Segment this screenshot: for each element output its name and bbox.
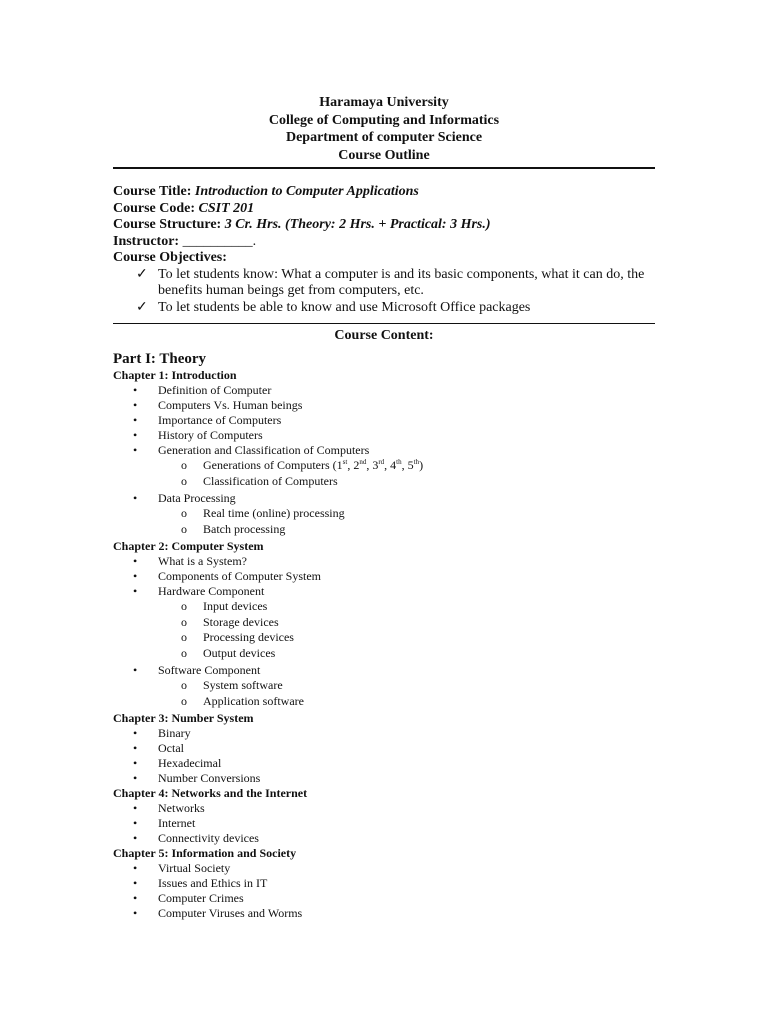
bullet-icon: • — [133, 756, 138, 770]
course-structure-value: 3 Cr. Hrs. (Theory: 2 Hrs. + Practical: 3 Hrs.) — [224, 217, 491, 232]
list-item-text: Virtual Society — [158, 861, 231, 875]
course-title-row — [113, 184, 655, 201]
bullet-icon: • — [133, 801, 138, 815]
list-item — [113, 771, 655, 786]
course-outline-page — [113, 94, 655, 921]
list-item-text: Computer Viruses and Worms — [158, 906, 303, 920]
sub-list-item-text: Storage devices — [203, 614, 279, 629]
list-item — [113, 554, 655, 569]
circle-bullet-icon: o — [181, 678, 187, 692]
circle-bullet-icon: o — [181, 630, 187, 644]
bullet-icon: • — [133, 428, 138, 442]
bullet-icon: • — [133, 413, 138, 427]
instructor-row — [113, 234, 655, 251]
list-item — [113, 428, 655, 443]
objective-text: To let students be able to know and use Microsoft Office packages — [158, 299, 531, 315]
sub-list-item-text: System software — [203, 678, 283, 692]
circle-bullet-icon: o — [181, 614, 187, 629]
course-code-value: CSIT 201 — [198, 200, 255, 216]
list-item-text: Internet — [158, 816, 196, 830]
list-item-text: Hexadecimal — [158, 756, 222, 770]
list-item — [113, 413, 655, 428]
chapter-title: Chapter 1: Introduction — [113, 368, 237, 382]
bullet-icon: • — [133, 383, 138, 397]
list-item — [113, 801, 655, 816]
sub-topic-list — [158, 458, 655, 489]
list-item — [113, 816, 655, 831]
part-title: Part I: Theory — [113, 351, 207, 367]
list-item-text: Generation and Classification of Computers — [158, 443, 370, 457]
list-item — [113, 383, 655, 398]
document-title: Course Outline — [338, 147, 430, 163]
list-item-text: Connectivity devices — [158, 831, 259, 845]
circle-bullet-icon: o — [181, 506, 187, 520]
list-item — [113, 891, 655, 906]
chapter-title: Chapter 5: Information and Society — [113, 846, 297, 860]
list-item — [113, 741, 655, 756]
checkmark-icon: ✓ — [136, 299, 148, 315]
chapter-topic-list — [113, 726, 655, 786]
chapter-topic-list — [113, 554, 655, 709]
bullet-icon: • — [133, 741, 138, 755]
bullet-icon: • — [133, 861, 138, 875]
list-item-text: Binary — [158, 726, 191, 740]
bullet-icon: • — [133, 584, 138, 598]
circle-bullet-icon: o — [181, 645, 187, 660]
list-item — [113, 491, 655, 537]
sub-list-item-text: Classification of Computers — [203, 473, 338, 488]
course-structure-label: Course Structure: — [113, 217, 222, 232]
list-item-text: Networks — [158, 801, 205, 815]
sub-list-item — [158, 694, 655, 710]
sub-list-item-text: Input devices — [203, 599, 268, 613]
bullet-icon: • — [133, 663, 138, 677]
circle-bullet-icon: o — [181, 458, 187, 472]
bullet-icon: • — [133, 726, 138, 740]
list-item-text: Number Conversions — [158, 771, 261, 785]
sub-list-item — [158, 506, 655, 522]
university-name: Haramaya University — [319, 95, 449, 110]
bullet-icon: • — [133, 491, 138, 505]
objectives-label: Course Objectives: — [113, 250, 227, 265]
sub-topic-list — [158, 678, 655, 709]
sub-list-item-text: Application software — [203, 693, 304, 708]
list-item-text: Issues and Ethics in IT — [158, 876, 268, 890]
list-item-text: Importance of Computers — [158, 413, 282, 427]
instructor-value: __________. — [182, 233, 257, 249]
list-item — [113, 876, 655, 891]
objectives-list — [113, 267, 655, 317]
bullet-icon: • — [133, 906, 138, 920]
chapter-title: Chapter 2: Computer System — [113, 539, 264, 553]
list-item-text: History of Computers — [158, 428, 263, 442]
chapter-title: Chapter 4: Networks and the Internet — [113, 786, 308, 800]
content-divider — [113, 323, 655, 324]
chapter-topic-list — [113, 383, 655, 537]
sub-list-item — [158, 678, 655, 694]
sub-list-item-text: Real time (online) processing — [203, 506, 345, 520]
course-title-label: Course Title: — [113, 184, 192, 199]
sub-list-item — [158, 474, 655, 490]
sub-topic-list — [158, 506, 655, 537]
sub-list-item — [158, 630, 655, 646]
bullet-icon: • — [133, 398, 138, 412]
generations-text: Generations of Computers (1st, 2nd, 3rd, 4th, 5th) — [203, 458, 424, 472]
sub-topic-list — [158, 599, 655, 661]
objective-item — [113, 300, 655, 317]
list-item — [113, 584, 655, 661]
list-item — [113, 831, 655, 846]
checkmark-icon: ✓ — [136, 266, 148, 282]
list-item-text: Definition of Computer — [158, 383, 272, 397]
sub-list-item-text: Processing devices — [203, 630, 294, 644]
chapter-topic-list — [113, 861, 655, 921]
document-header — [113, 94, 655, 164]
instructor-label: Instructor: — [113, 233, 180, 249]
header-divider — [113, 167, 655, 169]
circle-bullet-icon: o — [181, 693, 187, 708]
chapter-topic-list — [113, 801, 655, 846]
chapter-title: Chapter 3: Number System — [113, 711, 254, 725]
sub-list-item — [158, 646, 655, 662]
course-content-title: Course Content: — [334, 328, 434, 343]
course-info — [113, 184, 655, 316]
list-item-text: What is a System? — [158, 554, 247, 568]
objective-text: To let students know: What a computer is and its basic components, what it can do, the benefits human beings get from computers, etc. — [158, 266, 645, 298]
bullet-icon: • — [133, 831, 138, 845]
circle-bullet-icon: o — [181, 473, 187, 488]
bullet-icon: • — [133, 554, 138, 568]
sub-list-item-text: Batch processing — [203, 521, 286, 536]
bullet-icon: • — [133, 569, 138, 583]
sub-list-item — [158, 599, 655, 615]
list-item — [113, 861, 655, 876]
sub-list-item — [158, 522, 655, 538]
list-item — [113, 443, 655, 489]
bullet-icon: • — [133, 443, 138, 457]
bullet-icon: • — [133, 876, 138, 890]
department-name: Department of computer Science — [285, 130, 483, 145]
sub-list-item — [158, 615, 655, 631]
circle-bullet-icon: o — [181, 599, 187, 613]
list-item — [113, 906, 655, 921]
course-code-label: Course Code: — [113, 200, 196, 216]
list-item-text: Computer Crimes — [158, 891, 244, 905]
bullet-icon: • — [133, 891, 138, 905]
course-code-row — [113, 201, 655, 218]
list-item — [113, 756, 655, 771]
list-item — [113, 569, 655, 584]
objective-item — [113, 267, 655, 300]
bullet-icon: • — [133, 816, 138, 830]
list-item-text: Octal — [158, 741, 184, 755]
list-item — [113, 398, 655, 413]
sub-list-item — [158, 458, 655, 474]
circle-bullet-icon: o — [181, 521, 187, 536]
list-item-text: Computers Vs. Human beings — [158, 398, 303, 412]
college-name: College of Computing and Informatics — [268, 112, 500, 128]
list-item-text: Data Processing — [158, 491, 236, 505]
list-item-text: Hardware Component — [158, 584, 265, 598]
list-item — [113, 663, 655, 709]
list-item — [113, 726, 655, 741]
bullet-icon: • — [133, 771, 138, 785]
course-title-value: Introduction to Computer Applications — [194, 184, 419, 199]
sub-list-item-text: Output devices — [203, 645, 276, 660]
course-structure-row — [113, 217, 655, 234]
list-item-text: Software Component — [158, 663, 261, 677]
list-item-text: Components of Computer System — [158, 569, 321, 583]
